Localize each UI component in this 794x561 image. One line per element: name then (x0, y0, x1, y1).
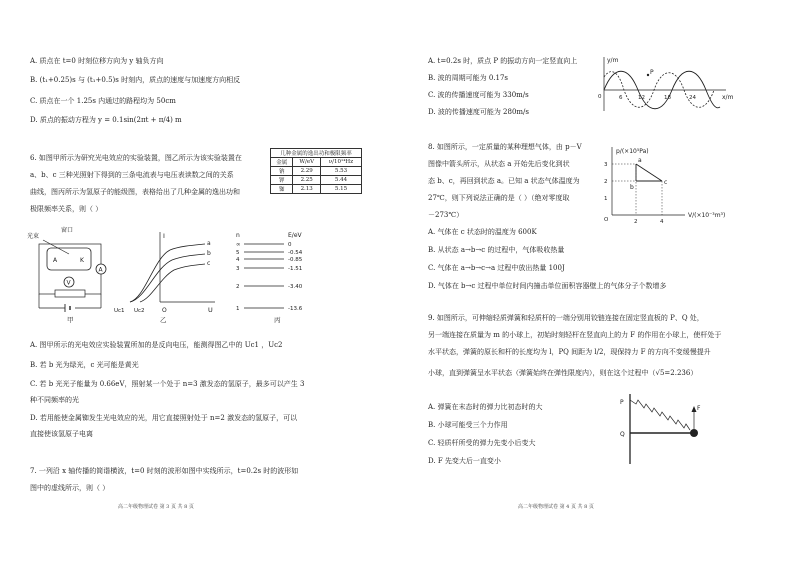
q6-option-c-line2: 种不同频率的光 (30, 396, 79, 404)
curve-b-label: b (207, 250, 211, 257)
energy-level-n: 1 (236, 306, 240, 312)
table-title: 几种金属的逸出功和极限频率 (271, 149, 362, 158)
q9-stem-line3: 水平状态，弹簧的原长和杆的长度均为 l，PQ 间距为 l/2，现保持力 F 的方向不变缓慢提升 (428, 348, 711, 356)
light-beam-label: 光束 (27, 233, 40, 240)
energy-level-n: ∞ (236, 242, 241, 248)
q8-stem-line1: 8. 如图所示，一定质量的某种理想气体，由 p－V (428, 143, 582, 151)
q8-option-d: D. 气体在 b→c 过程中单位时间内撞击单位面积容器壁上的气体分子个数增多 (428, 282, 667, 290)
pv-x-label: V/(×10⁻³m³) (688, 212, 726, 219)
ammeter-label: A (98, 266, 103, 274)
wave-tick: 24 (689, 95, 696, 101)
uc2-label: Uc2 (134, 308, 145, 314)
q9-stem-line2: 另一端连接在质量为 m 的小球上，初始时刻轻杆在竖直向上的力 F 的作用在小球上，使杆处于 (428, 331, 722, 339)
table-row (271, 167, 362, 176)
table-cell: 钾 (271, 176, 293, 185)
q7-option-c: C. 波的传播速度可能为 330m/s (428, 91, 529, 99)
q9-stem-line1: 9. 如图所示，可伸缩轻质弹簧和轻质杆的一端分别用铰链连接在固定竖直板的 P、Q 处， (428, 314, 704, 322)
caption-yi: 乙 (160, 316, 167, 324)
q8-option-c: C. 气体在 a→b→c→a 过程中放出热量 100J (428, 264, 565, 272)
q7-option-b: B. 波的周期可能为 0.17s (428, 74, 508, 82)
q7-option-a: A. t=0.2s 时，质点 P 的振动方向一定竖直向上 (428, 57, 578, 65)
p-tick: 2 (604, 179, 608, 185)
pv-figure (590, 145, 750, 225)
energy-level-n: 4 (236, 257, 240, 263)
q9-option-a: A. 弹簧在末态时的弹力比初态时的大 (428, 403, 543, 411)
table-cell: 2.13 (293, 185, 321, 194)
u-axis-label: U (208, 306, 213, 314)
q6-stem-line1: 6. 如图甲所示为研究光电效应的实验装置，图乙所示为该实验装置在 (30, 154, 242, 162)
caption-jia: 甲 (67, 316, 74, 324)
wave-tick: 12 (638, 95, 645, 101)
path-ca (636, 164, 662, 181)
q6-option-a: A. 图甲所示的光电效应实验装置所加的是反向电压，能测得图乙中的 Uc1 ，Uc2 (30, 341, 283, 349)
work-function-table (270, 148, 362, 194)
point-p (647, 74, 649, 76)
table-cell: 5.53 (320, 167, 361, 176)
table-header: W/eV (293, 158, 321, 167)
energy-level-n: 5 (236, 250, 240, 256)
pv-origin: O (604, 217, 609, 223)
wave-tick: 6 (619, 95, 623, 101)
rheostat-icon (55, 290, 85, 297)
v-tick: 4 (660, 219, 664, 225)
prev-option-a: A. 质点在 t=0 时刻位移方向为 y 轴负方向 (30, 57, 164, 65)
pv-y-label: p/(×10⁵Pa) (616, 148, 649, 155)
wave-x-label: x/m (722, 94, 734, 101)
q9-option-c: C. 轻质杆所受的弹力先变小后变大 (428, 439, 536, 447)
cathode-label: K (80, 257, 84, 264)
right-footer: 高二年级物理试卷 第 4 页 共 8 页 (518, 504, 594, 510)
hinge-q-label: Q (620, 431, 625, 438)
wave-figure (598, 55, 738, 115)
q6-stem-line4: 极限频率关系，则（ ） (30, 205, 103, 213)
wave-tick: 18 (664, 95, 671, 101)
iu-curve-figure (110, 228, 220, 324)
p-tick: 3 (604, 162, 608, 168)
p-tick: 1 (604, 196, 608, 202)
window-label: 窗口 (61, 227, 74, 234)
energy-head-n: n (236, 232, 240, 239)
anode-label: A (53, 257, 58, 264)
spring-rod-figure (618, 392, 708, 472)
q8-stem-line5: －273℃） (428, 211, 464, 219)
table-header: ν/10¹⁴Hz (320, 158, 361, 167)
table-row (271, 176, 362, 185)
state-a: a (638, 157, 642, 164)
q8-option-b: B. 从状态 a→b→c 的过程中，气体吸收热量 (428, 246, 565, 254)
curve-a (130, 244, 205, 302)
curve-c-label: c (207, 260, 211, 267)
hinge-p-label: P (620, 399, 624, 406)
q6-stem-line3: 曲线，图丙所示为氢原子的能级图，表格给出了几种金属的逸出功和 (30, 188, 240, 196)
ball (690, 429, 698, 437)
energy-level-e: -0.85 (288, 257, 303, 263)
i-axis-label: I (163, 232, 165, 240)
q9-option-d: D. F 先变大后一直变小 (428, 457, 501, 465)
q9-stem-line4: 小球，直到弹簧呈水平状态（弹簧始终在弹性限度内），则在这个过程中（√5=2.236） (428, 369, 698, 377)
q6-option-d-line2: 直接使该氢原子电离 (30, 430, 93, 438)
energy-level-e: 0 (288, 242, 292, 248)
wave-y-label: y/m (607, 57, 619, 64)
table-cell: 铷 (271, 185, 293, 194)
prev-option-b: B. (t₁+0.25)s 与 (t₁+0.5)s 时刻内，质点的速度与加速度方向相反 (30, 76, 241, 84)
table-cell: 2.29 (293, 167, 321, 176)
v-tick: 2 (634, 219, 638, 225)
q6-option-c-line1: C. 若 b 光光子能量为 0.66eV，照射某一个处于 n=3 激发态的氢原子，最多可以产生 3 (30, 380, 305, 388)
q7-stem-line1: 7. 一列沿 x 轴传播的简谐横波，t=0 时刻的波形如图中实线所示，t=0.2s 时的波形如 (30, 467, 299, 475)
q8-stem-line2: 图像中箭头所示，从状态 a 开始先后变化到状 (428, 160, 570, 168)
origin-label: O (162, 307, 167, 314)
table-cell: 5.44 (320, 176, 361, 185)
table-cell: 5.15 (320, 185, 361, 194)
q8-stem-line3: 态 b、c，再回到状态 a。已知 a 状态气体温度为 (428, 177, 580, 185)
left-footer: 高二年级物理试卷 第 3 页 共 8 页 (118, 504, 194, 510)
energy-level-n: 2 (236, 284, 240, 290)
dashed-wave (604, 72, 714, 108)
curve-b (130, 254, 205, 302)
caption-bing: 丙 (274, 316, 281, 324)
curve-a-label: a (207, 240, 211, 247)
energy-level-figure (228, 228, 328, 324)
q8-option-a: A. 气体在 c 状态时的温度为 600K (428, 228, 537, 236)
wave-p-label: P (650, 69, 654, 76)
table-cell: 钠 (271, 167, 293, 176)
prev-option-c: C. 质点在一个 1.25s 内通过的路程均为 50cm (30, 97, 176, 105)
state-b: b (630, 184, 634, 191)
table-row (271, 185, 362, 194)
state-c: c (664, 179, 668, 186)
energy-level-e: -0.54 (288, 250, 303, 256)
energy-level-n: 3 (236, 266, 240, 272)
q6-option-b: B. 若 b 光为绿光，c 光可能是黄光 (30, 361, 139, 369)
energy-level-e: -3.40 (288, 284, 303, 290)
curve-c (140, 264, 205, 302)
wave-origin: 0 (598, 94, 602, 100)
q7-stem-line2: 图中的虚线所示，则（ ） (30, 484, 110, 492)
q6-option-d-line1: D. 若用能使金属铷发生光电效应的光，用它直接照射处于 n=2 激发态的氢原子，可以 (30, 414, 298, 422)
energy-level-e: -1.51 (288, 266, 303, 272)
voltmeter-label: V (66, 279, 71, 287)
q7-option-d: D. 波的传播速度可能为 280m/s (428, 108, 529, 116)
uc1-label: Uc1 (114, 308, 125, 314)
energy-head-e: E/eV (288, 232, 302, 239)
spring (630, 400, 690, 430)
table-header: 金属 (271, 158, 293, 167)
table-cell: 2.25 (293, 176, 321, 185)
prev-option-d: D. 质点的振动方程为 y = 0.1sin(2πt + π/4) m (30, 116, 182, 124)
force-f-label: F (697, 405, 701, 412)
energy-level-e: -13.6 (288, 306, 303, 312)
q9-option-b: B. 小球可能受三个力作用 (428, 421, 508, 429)
q8-stem-line4: 27℃，则下列说法正确的是（ ）（绝对零度取 (428, 194, 570, 202)
q6-stem-line2: a、b、c 三种光照射下得到的三条电流表与电压表读数之间的关系 (30, 171, 234, 179)
